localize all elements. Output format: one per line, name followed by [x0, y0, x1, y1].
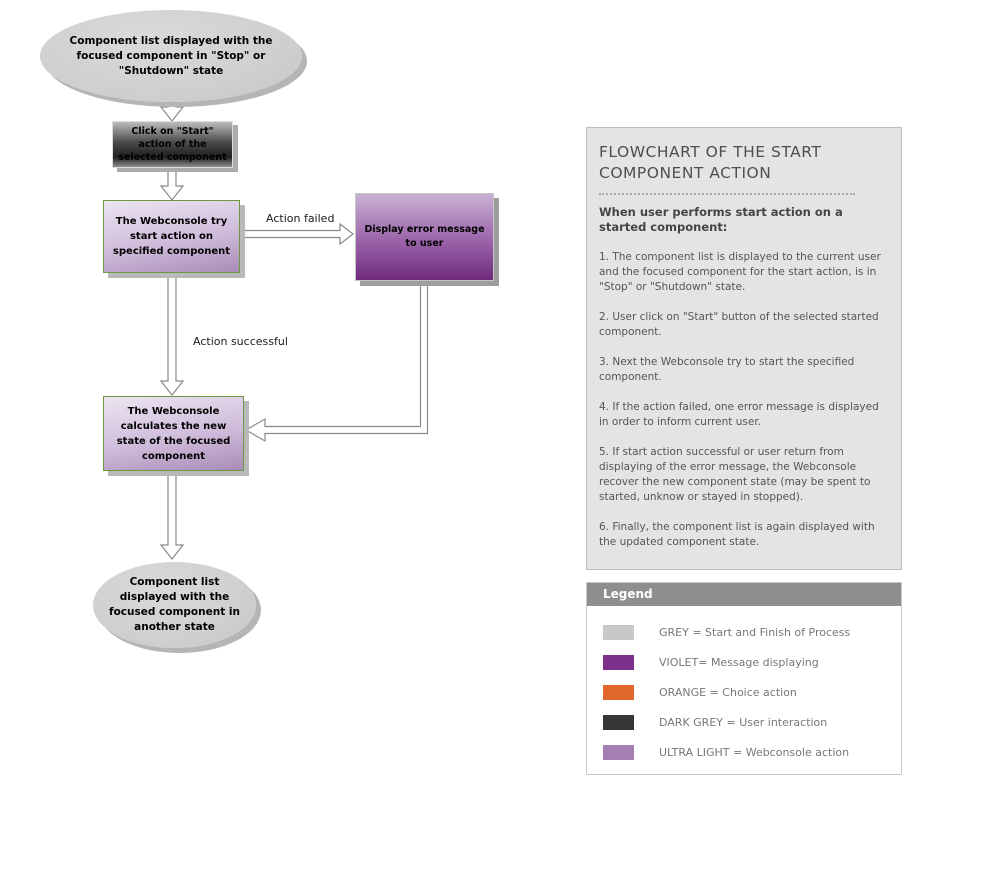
- info-step-6: 6. Finally, the component list is again displayed with the updated component state.: [599, 521, 875, 548]
- info-step-2: 2. User click on "Start" button of the selected started component.: [599, 311, 879, 338]
- info-step-4: 4. If the action failed, one error message is displayed in order to inform current user.: [599, 401, 879, 428]
- info-panel-subtitle: When user performs start action on a started component:: [599, 205, 843, 234]
- info-step-1: 1. The component list is displayed to the current user and the focused component for the start action, is in "Stop" or "Shutdown" state.: [599, 251, 881, 293]
- info-step-5: 5. If start action successful or user return from displaying of the error message, the Webconsole recover the new component state (may be spent to started, unknow or stayed in stopped).: [599, 446, 871, 503]
- legend-label-orange: ORANGE = Choice action: [659, 685, 797, 699]
- node-click-start-label: Click on "Start" action of the selected component: [118, 126, 227, 163]
- node-click-start-box: [112, 121, 233, 168]
- legend-title: Legend: [587, 583, 901, 606]
- node-end-label: Component list displayed with the focused component in another state: [109, 576, 240, 633]
- node-calculate-state-box: [103, 396, 244, 471]
- arrow-try-to-error: [242, 224, 353, 244]
- edge-label-action-failed: Action failed: [266, 212, 335, 225]
- legend-label-dark-grey: DARK GREY = User interaction: [659, 715, 828, 729]
- arrow-error-to-calc: [246, 281, 428, 441]
- node-try-start-box: [103, 200, 240, 273]
- arrow-click-to-try: [161, 166, 183, 200]
- node-start-label: Component list displayed with the focused component in "Stop" or "Shutdown" state: [69, 34, 273, 77]
- arrow-try-to-calc: [161, 274, 183, 395]
- node-start-ellipse: [40, 10, 302, 102]
- node-calculate-state-label: The Webconsole calculates the new state of the focused component: [116, 405, 231, 462]
- node-end-ellipse: [93, 562, 256, 648]
- node-try-start-label: The Webconsole try start action on specified component: [112, 216, 231, 257]
- arrow-calc-to-end: [161, 471, 183, 559]
- node-error-message-box: [355, 193, 494, 281]
- info-panel-title: FLOWCHART OF THE START COMPONENT ACTION: [599, 143, 822, 182]
- legend-label-ultra-light: ULTRA LIGHT = Webconsole action: [659, 745, 850, 759]
- edge-label-action-successful: Action successful: [193, 335, 288, 348]
- node-error-message-label: Display error message to user: [364, 224, 485, 249]
- legend-label-violet: VIOLET= Message displaying: [659, 655, 819, 669]
- info-step-3: 3. Next the Webconsole try to start the specified component.: [599, 356, 855, 383]
- legend-label-grey: GREY = Start and Finish of Process: [659, 625, 851, 639]
